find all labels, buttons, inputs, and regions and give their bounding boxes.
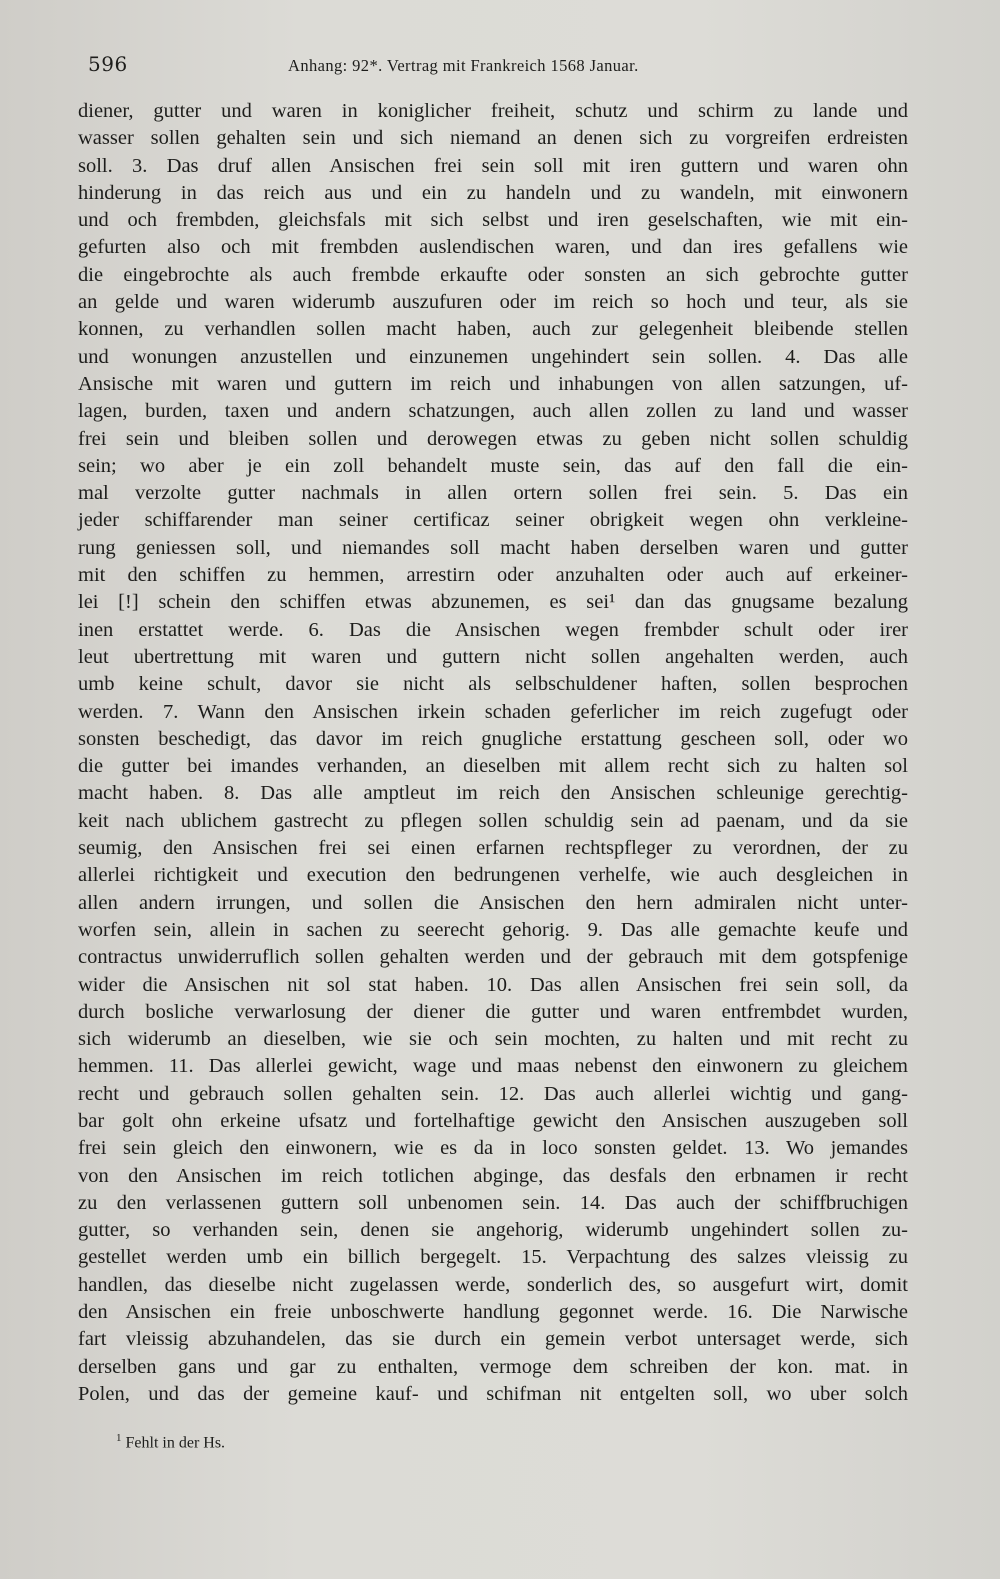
text-line: wider die Ansischen nit sol stat haben. 10. Das allen Ansischen frei sein soll, da bbox=[78, 973, 908, 996]
page-number: 596 bbox=[88, 52, 128, 76]
text-line: sonsten beschedigt, das davor im reich gnugliche erstattung gescheen soll, oder wo bbox=[78, 727, 908, 750]
text-line: die eingebrochte als auch frembde erkaufte oder sonsten an sich gebrochte gutter bbox=[78, 263, 908, 286]
text-line: gestellet werden umb ein billich bergegelt. 15. Verpachtung des salzes vleissig zu bbox=[78, 1246, 908, 1269]
text-line: konnen, zu verhandlen sollen macht haben, auch zur gelegenheit bleibende stellen bbox=[78, 318, 908, 341]
text-line: von den Ansischen im reich totlichen abginge, das desfals den erbnamen ir recht bbox=[78, 1164, 908, 1187]
text-line: leut ubertrettung mit waren und guttern nicht sollen angehalten werden, auch bbox=[78, 645, 908, 668]
text-line: frei sein gleich den einwonern, wie es da in loco sonsten geldet. 13. Wo jemandes bbox=[78, 1137, 908, 1160]
text-line: gutter, so verhanden sein, denen sie angehorig, widerumb ungehindert sollen zu- bbox=[78, 1219, 908, 1242]
text-line: lei [!] schein den schiffen etwas abzunemen, es sei¹ dan das gnugsame bezalung bbox=[78, 591, 908, 614]
text-line: an gelde und waren widerumb auszufuren oder im reich so hoch und teur, als sie bbox=[78, 291, 908, 314]
text-line: soll. 3. Das druf allen Ansischen frei sein soll mit iren guttern und waren ohn bbox=[78, 154, 908, 177]
text-line: und och frembden, gleichsfals mit sich selbst und iren geselschaften, wie mit ein- bbox=[78, 209, 908, 232]
text-line: sein; wo aber je ein zoll behandelt muste sein, das auf den fall die ein- bbox=[78, 454, 908, 477]
text-line: hemmen. 11. Das allerlei gewicht, wage und maas nebenst den einwonern zu gleichem bbox=[78, 1055, 908, 1078]
text-line: sich widerumb an dieselben, wie sie och sein mochten, zu halten und mit recht zu bbox=[78, 1028, 908, 1051]
text-line: Polen, und das der gemeine kauf- und schifman nit entgelten soll, wo uber solch bbox=[78, 1382, 908, 1405]
text-line: werden. 7. Wann den Ansischen irkein schaden geferlicher im reich zugefugt oder bbox=[78, 700, 908, 723]
text-line: den Ansischen ein freie unboschwerte handlung gegonnet werde. 16. Die Narwische bbox=[78, 1301, 908, 1324]
text-line: bar golt ohn erkeine ufsatz und fortelhaftige gewicht den Ansischen auszugeben soll bbox=[78, 1109, 908, 1132]
text-line: keit nach ublichem gastrecht zu pflegen sollen schuldig sein ad paenam, und da sie bbox=[78, 809, 908, 832]
text-line: jeder schiffarender man seiner certificaz seiner obrigkeit wegen ohn verkleine- bbox=[78, 509, 908, 532]
text-line: inen erstattet werde. 6. Das die Ansischen wegen frembder schult oder irer bbox=[78, 618, 908, 641]
text-line: mit den schiffen zu hemmen, arrestirn oder anzuhalten oder auch auf erkeiner- bbox=[78, 564, 908, 587]
footnote-marker: 1 bbox=[116, 1432, 122, 1444]
text-line: seumig, den Ansischen frei sei einen erfarnen rechtspfleger zu verordnen, der zu bbox=[78, 837, 908, 860]
text-line: frei sein und bleiben sollen und derowegen etwas zu geben nicht sollen schuldig bbox=[78, 427, 908, 450]
text-line: contractus unwiderruflich sollen gehalten werden und der gebrauch mit dem gotspfenige bbox=[78, 946, 908, 969]
footnote-text: Fehlt in der Hs. bbox=[125, 1434, 226, 1452]
text-line: umb keine schult, davor sie nicht als selbschuldener haften, sollen besprochen bbox=[78, 673, 908, 696]
text-line: handlen, das dieselbe nicht zugelassen werde, sonderlich des, so ausgefurt wirt, domit bbox=[78, 1273, 908, 1296]
text-line: fart vleissig abzuhandelen, das sie durch ein gemein verbot untersaget werde, sich bbox=[78, 1328, 908, 1351]
text-line: hinderung in das reich aus und ein zu handeln und zu wandeln, mit einwonern bbox=[78, 181, 908, 204]
text-line: gefurten also och mit frembden auslendischen waren, und dan ires gefallens wie bbox=[78, 236, 908, 259]
text-line: wasser sollen gehalten sein und sich niemand an denen sich zu vorgreifen erdreisten bbox=[78, 127, 908, 150]
text-line: durch bosliche verwarlosung der diener die gutter und waren entfrembdet wurden, bbox=[78, 1000, 908, 1023]
footnote bbox=[116, 1432, 225, 1452]
text-line: recht und gebrauch sollen gehalten sein. 12. Das auch allerlei wichtig und gang- bbox=[78, 1082, 908, 1105]
text-line: mal verzolte gutter nachmals in allen ortern sollen frei sein. 5. Das ein bbox=[78, 482, 908, 505]
text-line: die gutter bei imandes verhanden, an dieselben mit allem recht sich zu halten sol bbox=[78, 755, 908, 778]
running-head: Anhang: 92*. Vertrag mit Frankreich 1568 Januar. bbox=[288, 56, 639, 75]
text-line: allen andern irrungen, und sollen die Ansischen den hern admiralen nicht unter- bbox=[78, 891, 908, 914]
text-line: lagen, burden, taxen und andern schatzungen, auch allen zollen zu land und wasser bbox=[78, 400, 908, 423]
text-line: zu den verlassenen guttern soll unbenomen sein. 14. Das auch der schiffbruchigen bbox=[78, 1191, 908, 1214]
text-line: derselben gans und gar zu enthalten, vermoge dem schreiben der kon. mat. in bbox=[78, 1355, 908, 1378]
text-line: worfen sein, allein in sachen zu seerecht gehorig. 9. Das alle gemachte keufe und bbox=[78, 918, 908, 941]
page-header bbox=[88, 52, 908, 92]
text-line: rung geniessen soll, und niemandes soll macht haben derselben waren und gutter bbox=[78, 536, 908, 559]
text-line: Ansische mit waren und guttern im reich und inhabungen von allen satzungen, uf- bbox=[78, 372, 908, 395]
text-line: und wonungen anzustellen und einzunemen ungehindert sein sollen. 4. Das alle bbox=[78, 345, 908, 368]
body-text bbox=[78, 98, 908, 1408]
text-line: macht haben. 8. Das alle amptleut im reich den Ansischen schleunige gerechtig- bbox=[78, 782, 908, 805]
text-line: allerlei richtigkeit und execution den bedrungenen verhelfe, wie auch desgleichen in bbox=[78, 864, 908, 887]
text-line: diener, gutter und waren in koniglicher freiheit, schutz und schirm zu lande und bbox=[78, 100, 908, 122]
